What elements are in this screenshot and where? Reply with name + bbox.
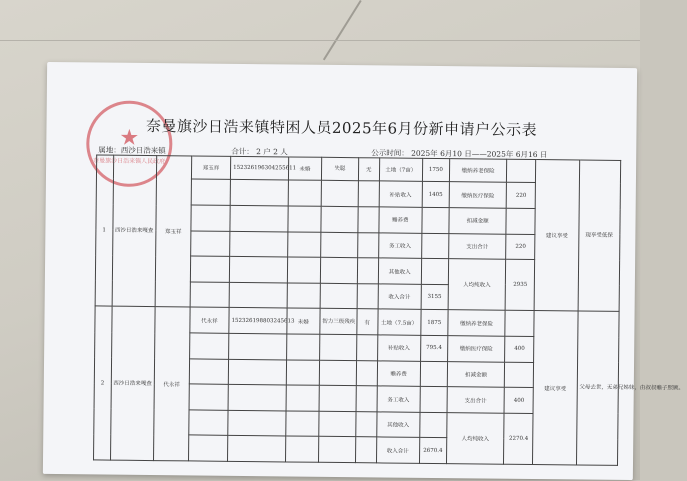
income-label: 务工收入 xyxy=(378,233,422,259)
suggestion-cell: 建议享受 xyxy=(533,311,578,465)
row-number: 1 xyxy=(95,155,113,307)
income-label: 补贴收入 xyxy=(379,181,423,207)
income-value: 1750 xyxy=(422,158,449,182)
household-count: 合计： 2 户 2 人 xyxy=(231,146,288,157)
income-value: 795.4 xyxy=(420,335,447,361)
village-cell: 西沙日浩来嘎查 xyxy=(110,307,155,461)
floor-tile-seam xyxy=(0,40,640,41)
table-row xyxy=(95,306,619,337)
head-cell: 郑玉祥 xyxy=(155,156,192,308)
name-cell: 郑玉祥 xyxy=(191,156,230,180)
income-value xyxy=(420,387,447,413)
income-value: 3155 xyxy=(421,284,448,310)
expense-value xyxy=(505,362,534,388)
income-value xyxy=(421,259,448,285)
expense-label: 缴纳养老保险 xyxy=(449,159,507,183)
table-row xyxy=(96,155,620,184)
health-cell: 智力三级残疾 xyxy=(320,309,357,335)
reason-cell: 父母去世，无弟兄姊妹，由叔叔赡子照顾。 xyxy=(576,311,619,465)
income-value: 1875 xyxy=(421,310,448,336)
income-value xyxy=(420,412,447,438)
notice-sheet xyxy=(43,62,684,480)
expense-label: 缴纳医疗保险 xyxy=(447,336,505,362)
village-cell: 西沙日浩来嘎查 xyxy=(112,155,157,307)
marital-cell: 未婚 xyxy=(288,157,321,181)
id-cell: 152326196304255611 xyxy=(231,156,289,180)
page-title: 奈曼旗沙日浩来镇特困人员2025年6月份新申请户公示表 xyxy=(145,116,538,140)
reason-cell: 现享受低保 xyxy=(578,160,621,312)
expense-label: 缴纳医疗保险 xyxy=(449,182,507,208)
notice-period: 公示时间： 2025年 6月10 日——2025年 6月16 日 xyxy=(371,148,548,160)
expense-value xyxy=(505,311,534,337)
income-value xyxy=(422,207,449,233)
income-label: 赡养费 xyxy=(377,361,421,387)
expense-label: 人均纯收入 xyxy=(446,412,504,464)
expense-label: 人均纯收入 xyxy=(448,259,506,311)
income-label: 其他收入 xyxy=(378,258,422,284)
expense-label: 扣减金额 xyxy=(449,208,507,234)
head-cell: 代永祥 xyxy=(153,307,190,461)
expense-label: 缴纳养老保险 xyxy=(448,310,506,336)
expense-value: 220 xyxy=(506,234,535,260)
income-value: 2670.4 xyxy=(419,438,446,464)
income-label: 补贴收入 xyxy=(377,335,421,361)
income-label: 土地（7.5亩） xyxy=(377,309,421,335)
expense-value: 400 xyxy=(504,387,533,413)
seal-star-icon: ★ xyxy=(119,125,140,151)
income-label: 土地（7亩） xyxy=(379,158,423,182)
expense-value: 2270.4 xyxy=(504,413,533,465)
health-cell: 失聪 xyxy=(321,157,358,181)
applicant-table xyxy=(93,154,684,465)
expense-value: 220 xyxy=(507,183,536,209)
income-label: 赡养费 xyxy=(378,207,422,233)
expense-label: 支出合计 xyxy=(447,387,505,413)
marital-cell: 未婚 xyxy=(287,308,320,334)
income-value xyxy=(422,233,449,259)
income-value: 1405 xyxy=(422,182,449,208)
row-number: 2 xyxy=(94,306,112,460)
area-label: 属地：西沙日浩来镇 xyxy=(98,145,166,156)
expense-label: 扣减金额 xyxy=(447,361,505,387)
suggestion-cell: 建议享受 xyxy=(534,160,579,312)
name-cell: 代永祥 xyxy=(190,307,229,333)
income-label: 务工收入 xyxy=(377,386,421,412)
seal-text: 奈曼旗沙日浩来镇人民政府 xyxy=(93,157,166,166)
income-value xyxy=(420,361,447,387)
income-label: 收入合计 xyxy=(376,437,420,463)
expense-value: 400 xyxy=(505,336,534,362)
expense-value: 2935 xyxy=(506,259,535,310)
income-label: 其他收入 xyxy=(376,412,420,438)
expense-value xyxy=(507,159,536,183)
disability-cell: 有 xyxy=(357,309,378,335)
expense-label: 支出合计 xyxy=(448,233,506,259)
income-label: 收入合计 xyxy=(378,284,422,310)
expense-value xyxy=(506,208,535,234)
id-cell: 152326198803245613 xyxy=(229,308,287,334)
disability-cell: 无 xyxy=(358,158,379,182)
